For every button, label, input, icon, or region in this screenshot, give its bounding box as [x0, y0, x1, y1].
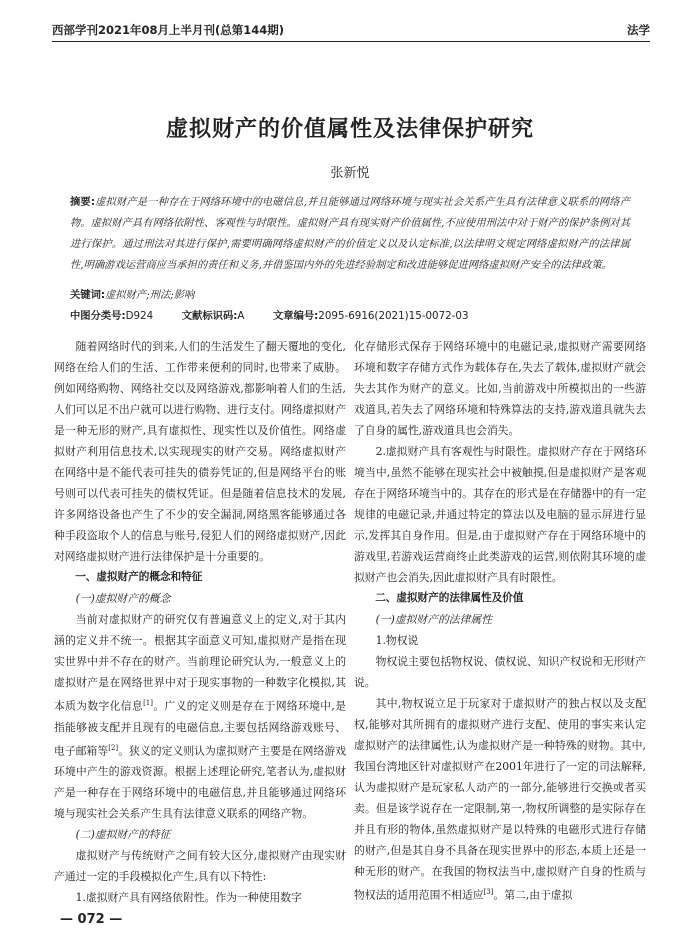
features-paragraph: 虚拟财产与传统财产之间有较大区分,虚拟财产由现实财产通过一定的手段模拟化产生,具有以下特性:: [54, 849, 346, 884]
keywords-label: 关键词:: [70, 289, 106, 301]
property-theory-paragraph: 其中,物权说立足于玩家对于虚拟财产的独占权以及支配权,能够对其所拥有的虚拟财产进行支配、使用的事实来认定虚拟财产的法律属性,认为虚拟财产是一种特殊的财物。其中,我国台湾地区针对虚拟财产在2001年进行了一定的司法解释,认为虚拟财产是玩家私人动产的一部分,能够进行交换或者买卖。但是该学说存在一定限制,第一,物权所调整的是实际存在并且有形的物体,虽然虚拟财产是以特殊的电磁形式进行存储的财产,但是其自身不具备在现实世界中的形态,本质上还是一种无形的财产。在我国的物权法当中,虚拟财产自身的性质与物权法的适用范围不相适应[3]。第二,由于虚拟: [354, 697, 646, 902]
left-column: [54, 336, 346, 908]
feature-item-1: 1.虚拟财产具有网络依附性。作为一种使用数字: [75, 891, 302, 905]
section-name: 法学: [627, 23, 650, 37]
theories-paragraph: 物权说主要包括物权说、债权说、知识产权说和无形财产说。: [354, 655, 646, 689]
subsection-heading-1-1: (一)虚拟财产的概念: [75, 592, 171, 605]
article-title: 虚拟财产的价值属性及法律保护研究: [165, 117, 534, 142]
running-header: [52, 16, 650, 42]
abstract: [70, 192, 630, 276]
concept-paragraph: 当前对虚拟财产的研究仅有普遍意义上的定义,对于其内涵的定义并不统一。根据其字面意义可知,虚拟财产是指在现实世界中并不存在的财产。当前理论研究认为,一般意义上的虚拟财产是在网络世界中对于现实事物的一种数字化模拟,其本质为数字化信息[1]。广义的定义则是存在于网络环境中,是指能够被支配并且现有的电磁信息,主要包括网络游戏账号、电子邮箱等[2]。狭义的定义则认为虚拟财产主要是在网络游戏环境中产生的游戏资源。根据上述理论研究,笔者认为,虚拟财产是一种存在于网络环境中的电磁信息,并且能够通过网络环境与现实社会关系产生具有法律意义联系的网络产物。: [54, 613, 347, 821]
intro-paragraph: 随着网络时代的到来,人们的生活发生了翻天覆地的变化,网络在给人们的生活、工作带来便利的同时,也带来了威胁。例如网络购物、网络社交以及网络游戏,都影响着人们的生活,人们可以足不出户就可以进行购物、进行支付。网络虚拟财产是一种无形的财产,具有虚拟性、现实性以及价值性。网络虚拟财产利用信息技术,以实现现实的财产交易。网络虚拟财产在网络中是不能代表可挂失的债券凭证的,但是网络平台的账号则可以代表可挂失的债权凭证。但是随着信息技术的发展,许多网络设备也产生了不少的安全漏洞,网络黑客能够通过各种手段盗取个人的信息与账号,侵犯人们的网络虚拟财产,因此对网络虚拟财产进行法律保护是十分重要的。: [54, 340, 346, 563]
keywords-text: 虚拟财产;刑法;影响: [105, 289, 195, 301]
page-number: — 072 —: [60, 912, 123, 927]
section-heading-2: 二、虚拟财产的法律属性及价值: [375, 592, 524, 604]
clc-label: 中图分类号:: [70, 310, 126, 322]
journal-info: 西部学刊2021年08月上半月刊(总第144期): [52, 23, 285, 37]
doc-label: 文献标识码:: [181, 310, 238, 322]
citation-3: [3]: [483, 888, 494, 896]
right-column: [354, 336, 646, 906]
subsection-heading-1-2: (二)虚拟财产的特征: [75, 828, 171, 842]
citation-1: [1]: [143, 699, 153, 707]
abstract-text: 虚拟财产是一种存在于网络环境中的电磁信息,并且能够通过网络环境与现实社会关系产生具有法律意义联系的网络产物。虚拟财产具有网络依附性、客观性与时限性。虚拟财产具有现实财产价值属性,不应使用刑法中对于财产的保护条例对其进行保护。通过刑法对其进行保护,需要明确网络虚拟财产的价值定义以及认定标准,以法律明文规定网络虚拟财产的法律属性,明确游戏运营商应当承担的责任和义务,并借鉴国内外的先进经验制定和改进能够促进网络虚拟财产安全的法律政策。: [70, 196, 630, 271]
classification-line: [70, 307, 630, 322]
clc-value: D924: [125, 310, 154, 322]
feature-item-2: 2.虚拟财产具有客观性与时限性。虚拟财产存在于网络环境当中,虽然不能够在现实社会中被触摸,但是虚拟财产是客观存在于网络环境当中的。其存在的形式是在存储器中的有一定规律的电磁记录,并通过特定的算法以及电脑的显示屏进行显示,发挥其自身作用。但是,由于虚拟财产存在于网络环境中的游戏里,若游戏运营商终止此类游戏的运营,则依附其环境的虚拟财产也会消失,因此虚拟财产具有时限性。: [354, 445, 646, 584]
doc-value: A: [237, 310, 245, 322]
author-name: 张新悦: [330, 166, 370, 181]
keywords: [70, 286, 194, 301]
section-heading-1: 一、虚拟财产的概念和特征: [75, 571, 203, 583]
citation-2: [2]: [108, 743, 119, 752]
subsection-heading-2-1: (一)虚拟财产的法律属性: [375, 613, 492, 626]
continued-paragraph: 化存储形式保存于网络环境中的电磁记录,虚拟财产需要网络环境和数字存储方式作为载体存在,失去了载体,虚拟财产就会失去其作为财产的意义。比如,当前游戏中所模拟出的一些游戏道具,若失去了网络环境和特殊算法的支持,游戏道具就失去了自身的属性,游戏道具也会消失。: [354, 340, 646, 437]
article-value: 2095-6916(2021)15-0072-03: [318, 310, 469, 322]
property-theory-heading: 1.物权说: [375, 634, 419, 647]
abstract-label: 摘要:: [70, 196, 95, 208]
article-label: 文章编号:: [272, 310, 319, 322]
